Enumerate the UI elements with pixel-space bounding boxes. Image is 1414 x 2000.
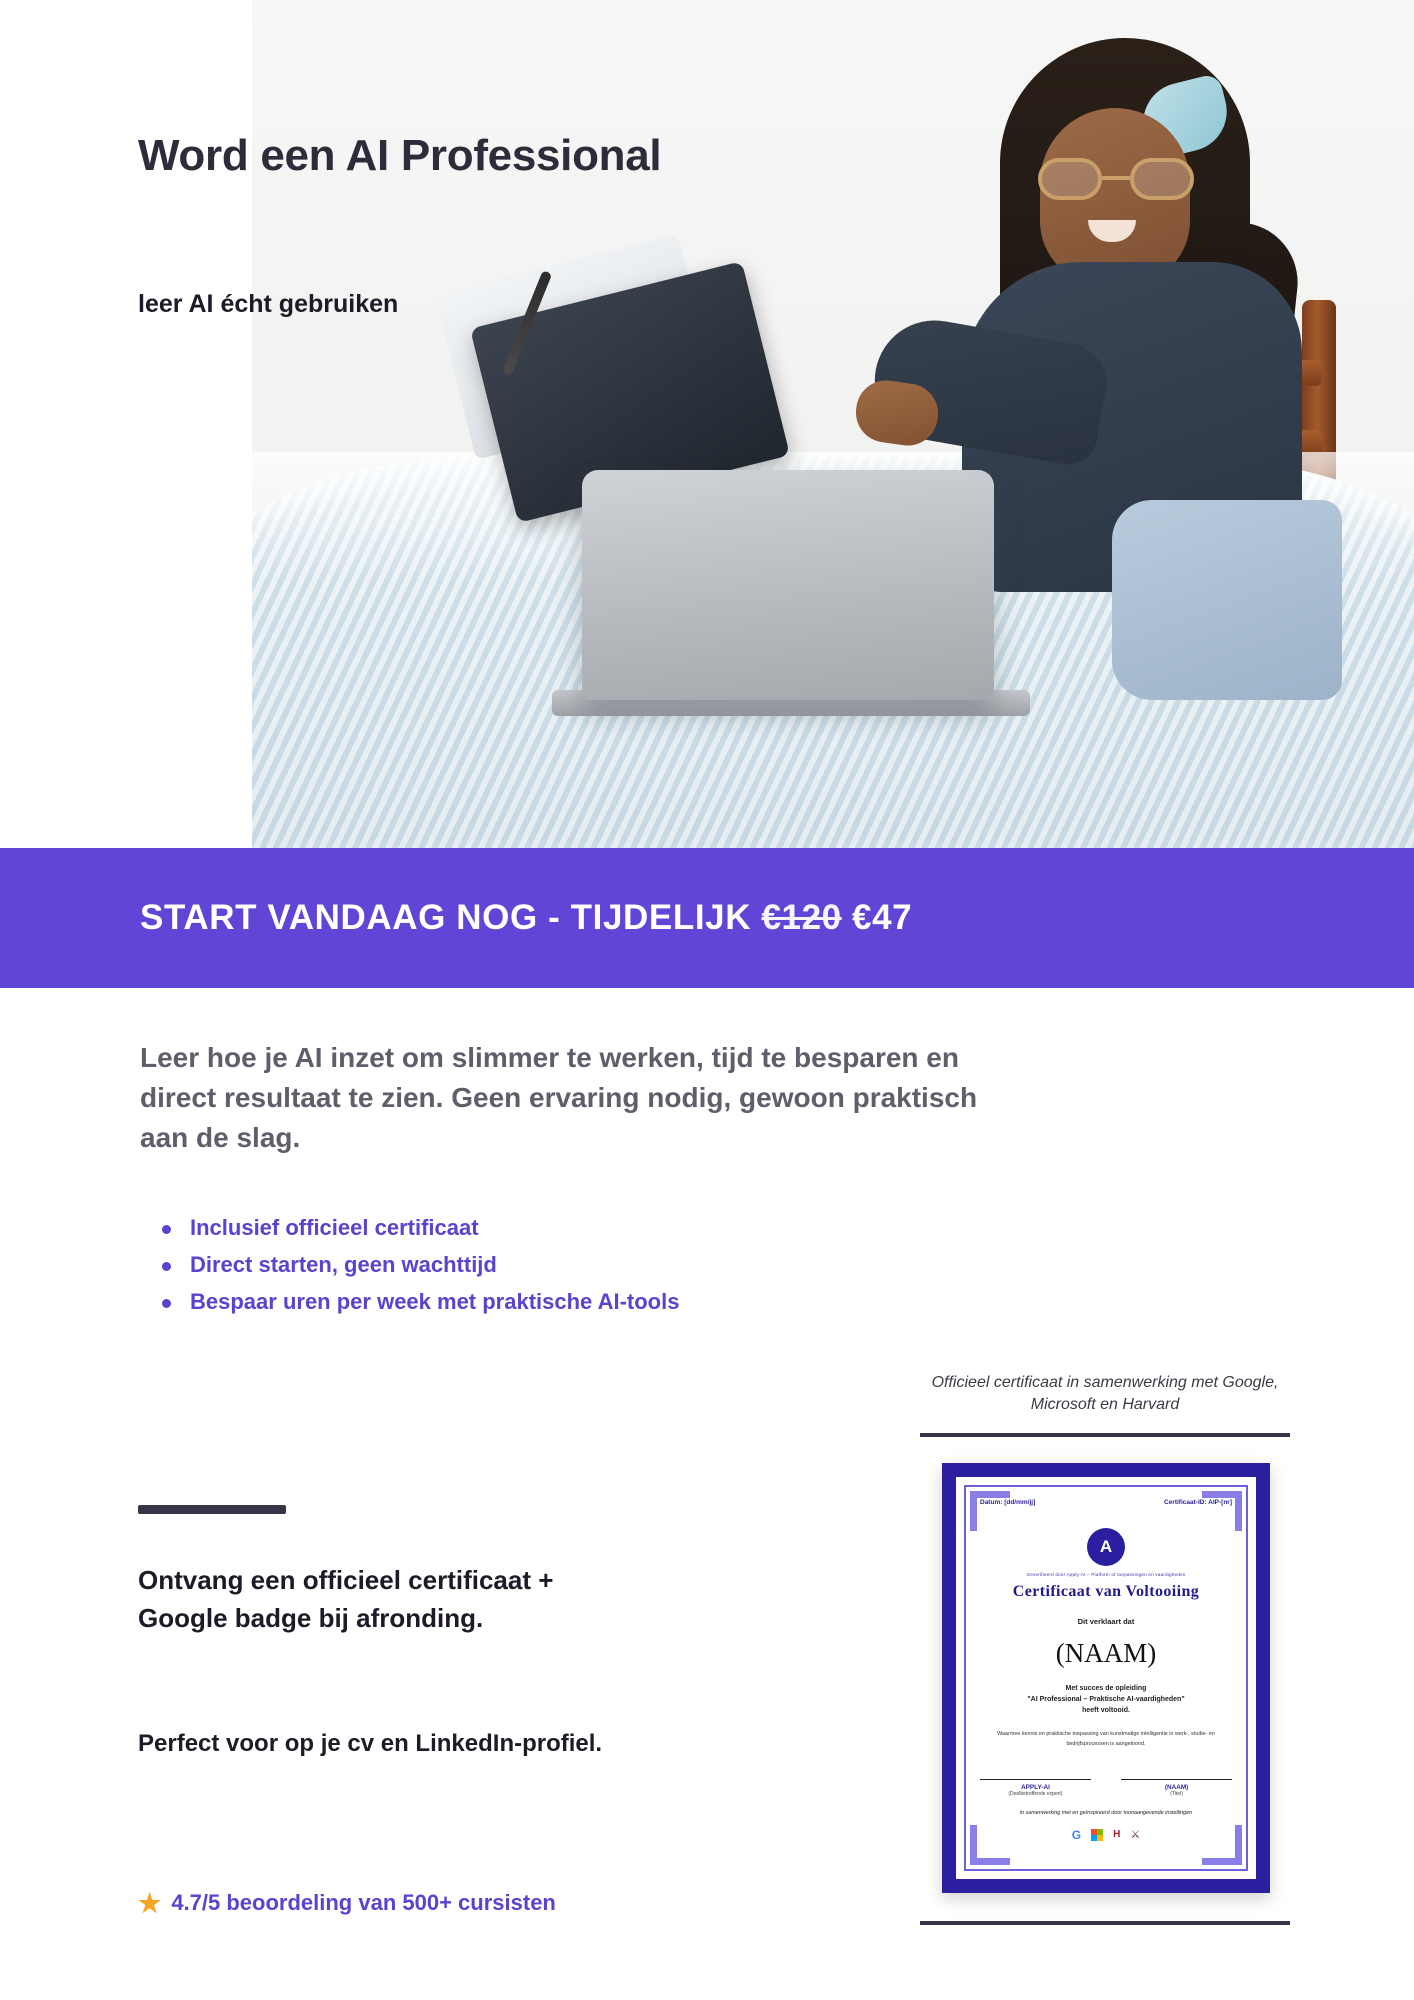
signature-name: APPLY-AI [1020, 1784, 1050, 1792]
certificate-name-placeholder: (NAAM) [1055, 1637, 1157, 1668]
certificate-id: Certificaat-ID: AIP-[nr] [1163, 1498, 1232, 1506]
certificate-footer: in samenwerking met en geïnspireerd door toonaangevende instellingen [1019, 1810, 1193, 1817]
seal-icon [1087, 1528, 1125, 1566]
certificate-bottom-rule [920, 1921, 1290, 1925]
signature-line [1121, 1779, 1232, 1781]
list-item [150, 1252, 950, 1278]
certificate-date: Datum: [dd/mm/jj] [980, 1498, 1036, 1506]
section-divider [138, 1505, 286, 1514]
intro-paragraph: Leer hoe je AI inzet om slimmer te werken, tijd te besparen en direct resultaat te zien. Geen ervaring nodig, gewoon praktisch aan de slag. [140, 1042, 978, 1153]
list-item [150, 1289, 950, 1315]
certificate-declare: Dit verklaart dat [1077, 1616, 1135, 1626]
old-price: €120 [761, 898, 842, 937]
certificate-top-rule [920, 1433, 1290, 1437]
corner-ornament-icon [970, 1825, 1010, 1865]
harvard-icon: H [1113, 1829, 1121, 1841]
hero-section [0, 0, 1414, 848]
page-subtitle: leer AI écht gebruiken [138, 290, 399, 318]
corner-ornament-icon [1202, 1491, 1242, 1531]
certificate-signatures [980, 1779, 1232, 1798]
glasses-lens [1038, 158, 1102, 200]
signature-right [1121, 1779, 1232, 1798]
signature-name: (NAAM) [1164, 1784, 1189, 1792]
glasses-lens [1130, 158, 1194, 200]
signature-left [980, 1779, 1091, 1798]
certificate-caption: Officieel certificaat in samenwerking met Google, Microsoft en Harvard [931, 1374, 1279, 1414]
certificate-inner [964, 1485, 1248, 1871]
person-jeans [1112, 500, 1342, 700]
benefit-label: Inclusief officieel certificaat [190, 1215, 479, 1240]
cv-linkedin-text: Perfect voor op je cv en LinkedIn-profiel. [138, 1730, 603, 1757]
banner-prefix: START VANDAAG NOG - TIJDELIJK [140, 898, 752, 937]
rating-block [138, 1890, 556, 1916]
certificate-meta [980, 1499, 1232, 1506]
certificate-small-text: Waarmee kennis en praktische toepassing van kunstmatige intelligentie in werk-, studie- en bedrijfsprocessen is aangetoond. [997, 1731, 1215, 1747]
benefit-label: Bespaar uren per week met praktische AI-tools [190, 1289, 680, 1314]
photo-laptop [582, 470, 994, 700]
page-title: Word een AI Professional [138, 131, 662, 180]
certificate-claim-text: Ontvang een officieel certificaat + Google badge bij afronding. [138, 1565, 554, 1633]
rating-text: 4.7/5 beoordeling van 500+ cursisten [171, 1890, 556, 1915]
corner-ornament-icon [1202, 1825, 1242, 1865]
seal-subtitle: Geverifieerd door Apply-AI – Platform of toepassingen en vaardigheden [1026, 1571, 1186, 1577]
price-banner-text [0, 898, 912, 938]
partner-logos [980, 1828, 1232, 1842]
shield-crest-icon: ⚔ [1130, 1829, 1141, 1842]
corner-ornament-icon [970, 1491, 1010, 1531]
google-icon: G [1071, 1827, 1082, 1842]
glasses-icon [1038, 158, 1194, 200]
benefit-list [150, 1215, 950, 1326]
certificate-column [920, 1372, 1290, 1925]
new-price: €47 [852, 898, 913, 937]
signature-role: (Titel) [1170, 1791, 1183, 1798]
certificate-preview [942, 1463, 1270, 1893]
certificate-body-line: "AI Professional – Praktische AI-vaardigheden" [1027, 1695, 1185, 1703]
star-icon: ★ [138, 1888, 162, 1918]
certificate-body [980, 1683, 1232, 1717]
glasses-bridge [1102, 176, 1130, 180]
list-item [150, 1215, 950, 1241]
certificate-title: Certificaat van Voltooiing [1012, 1582, 1200, 1600]
signature-role: (Deelbetreffende expert) [1008, 1791, 1063, 1798]
certificate-body-line: Met succes de opleiding [1065, 1684, 1147, 1692]
price-banner [0, 848, 1414, 988]
benefit-label: Direct starten, geen wachttijd [190, 1252, 497, 1277]
signature-line [980, 1779, 1091, 1781]
certificate-body-line: heeft voltooid. [1082, 1707, 1130, 1715]
microsoft-icon [1091, 1829, 1103, 1841]
